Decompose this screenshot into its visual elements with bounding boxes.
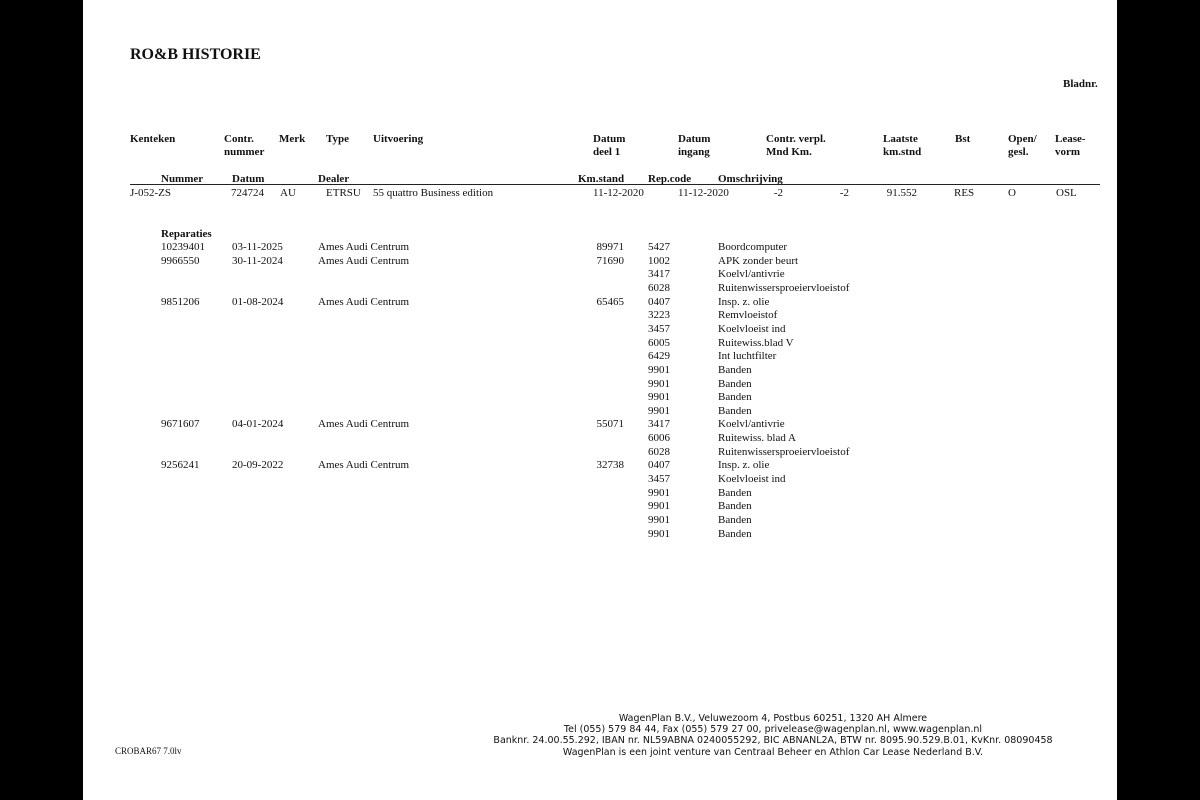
repair-code: 0407	[648, 296, 670, 308]
vehicle-kenteken: J-052-ZS	[130, 187, 171, 199]
repair-omschrijving: Boordcomputer	[718, 241, 788, 253]
header-contr-nummer: Contr.	[224, 133, 254, 145]
vehicle-open: O	[1008, 187, 1016, 199]
repair-omschrijving: Koelvloeist ind	[718, 323, 786, 335]
vehicle-merk: AU	[280, 187, 296, 199]
header-uitvoering: Uitvoering	[373, 133, 424, 145]
repair-omschrijving: Banden	[718, 528, 752, 540]
footer-line: Tel (055) 579 84 44, Fax (055) 579 27 00, privelease@wagenplan.nl, www.wagenplan.nl	[563, 724, 983, 736]
repair-omschrijving: Remvloeistof	[718, 309, 778, 321]
header-datum-ingang: ingang	[678, 146, 710, 158]
document-page	[83, 0, 1117, 800]
repair-omschrijving: Banden	[718, 378, 752, 390]
header-type: Type	[326, 133, 350, 145]
repair-code: 3223	[648, 309, 670, 321]
repair-omschrijving: Banden	[718, 391, 752, 403]
repair-omschrijving: Banden	[718, 487, 752, 499]
subheader-omschrijving: Omschrijving	[718, 173, 783, 185]
footer-line: Banknr. 24.00.55.292, IBAN nr. NL59ABNA 0240055292, BIC ABNANL2A, BTW nr. 8095.90.529.B.01, KvKnr. 08090458	[493, 735, 1053, 747]
repair-code: 5427	[648, 241, 670, 253]
repair-nummer: 9966550	[161, 255, 200, 267]
repair-km: 55071	[596, 418, 624, 430]
repair-datum: 30-11-2024	[232, 255, 283, 267]
subheader-datum: Datum	[232, 173, 265, 185]
vehicle-uitvoering: 55 quattro Business edition	[373, 187, 494, 199]
repair-code: 1002	[648, 255, 670, 267]
header-kenteken: Kenteken	[130, 133, 176, 145]
repair-omschrijving: Ruitenwissersproeiervloeistof	[718, 282, 850, 294]
repair-code: 9901	[648, 487, 670, 499]
repair-omschrijving: Int luchtfilter	[718, 350, 777, 362]
header-contr-verpl: Mnd Km.	[766, 146, 812, 158]
repair-code: 9901	[648, 391, 670, 403]
repair-omschrijving: Banden	[718, 405, 752, 417]
repair-omschrijving: Ruitewiss.blad V	[718, 337, 794, 349]
footer-line: WagenPlan is een joint venture van Centraal Beheer en Athlon Car Lease Nederland B.V.	[562, 746, 984, 758]
repair-dealer: Ames Audi Centrum	[318, 255, 410, 267]
header-laatste-kmstnd: km.stnd	[883, 146, 922, 158]
header-open-gesl: gesl.	[1008, 146, 1029, 158]
repair-dealer: Ames Audi Centrum	[318, 296, 410, 308]
repair-km: 65465	[596, 296, 624, 308]
repair-omschrijving: Banden	[718, 500, 752, 512]
vehicle-lease: OSL	[1056, 187, 1077, 199]
reparaties-heading: Reparaties	[161, 228, 212, 240]
repair-nummer: 10239401	[161, 241, 205, 253]
header-merk: Merk	[279, 133, 306, 145]
header-datum-deel1: Datum	[593, 133, 626, 145]
repair-omschrijving: Koelvloeist ind	[718, 473, 786, 485]
repair-code: 6006	[648, 432, 670, 444]
header-lease-vorm: Lease-	[1055, 133, 1086, 145]
header-divider	[130, 184, 1100, 185]
repair-code: 9901	[648, 500, 670, 512]
repair-code: 3457	[648, 473, 670, 485]
repair-omschrijving: Banden	[718, 514, 752, 526]
header-datum-deel1: deel 1	[593, 146, 621, 158]
repair-code: 9901	[648, 364, 670, 376]
repair-code: 9901	[648, 514, 670, 526]
repair-omschrijving: Ruitenwissersproeiervloeistof	[718, 446, 850, 458]
subheader-nummer: Nummer	[161, 173, 204, 185]
repair-datum: 01-08-2024	[232, 296, 284, 308]
vehicle-type: ETRSU	[326, 187, 361, 199]
company-footer	[463, 713, 1083, 758]
repair-omschrijving: Koelvl/antivrie	[718, 418, 785, 430]
header-contr-verpl: Contr. verpl.	[766, 133, 826, 145]
repair-datum: 03-11-2025	[232, 241, 283, 253]
repair-nummer: 9256241	[161, 459, 200, 471]
subheader-km-stand: Km.stand	[578, 173, 625, 185]
repair-code: 0407	[648, 459, 670, 471]
footer-line: WagenPlan B.V., Veluwezoom 4, Postbus 60251, 1320 AH Almere	[618, 713, 928, 724]
report-code: CROBAR67 7.0lv	[115, 746, 182, 756]
bladnr-label: Bladnr.	[1063, 78, 1098, 90]
repair-code: 3457	[648, 323, 670, 335]
repair-dealer: Ames Audi Centrum	[318, 241, 410, 253]
header-bst: Bst	[955, 133, 971, 145]
repair-code: 9901	[648, 528, 670, 540]
repair-omschrijving: Insp. z. olie	[718, 459, 770, 471]
repair-code: 6028	[648, 282, 670, 294]
repair-code: 6429	[648, 350, 670, 362]
repair-omschrijving: Ruitewiss. blad A	[718, 432, 796, 444]
repair-code: 3417	[648, 418, 670, 430]
header-laatste-kmstnd: Laatste	[883, 133, 918, 145]
repair-omschrijving: APK zonder beurt	[718, 255, 799, 267]
repair-omschrijving: Banden	[718, 364, 752, 376]
vehicle-datum-deel1: 11-12-2020	[593, 187, 644, 199]
repair-km: 89971	[596, 241, 624, 253]
repair-code: 3417	[648, 268, 670, 280]
header-datum-ingang: Datum	[678, 133, 711, 145]
vehicle-bst: RES	[954, 187, 975, 199]
repair-dealer: Ames Audi Centrum	[318, 418, 410, 430]
header-contr-nummer: nummer	[224, 146, 265, 158]
header-lease-vorm: vorm	[1055, 146, 1081, 158]
repair-code: 6028	[648, 446, 670, 458]
vehicle-laatste-km: 91.552	[886, 187, 917, 199]
repair-nummer: 9671607	[161, 418, 200, 430]
page-title: RO&B HISTORIE	[130, 46, 261, 63]
header-open-gesl: Open/	[1008, 133, 1037, 145]
repair-omschrijving: Koelvl/antivrie	[718, 268, 785, 280]
repair-km: 71690	[596, 255, 624, 267]
repair-km: 32738	[596, 459, 624, 471]
vehicle-mnd: -2	[773, 187, 783, 199]
repair-datum: 20-09-2022	[232, 459, 284, 471]
repair-code: 9901	[648, 378, 670, 390]
repair-dealer: Ames Audi Centrum	[318, 459, 410, 471]
vehicle-datum-ingang: 11-12-2020	[678, 187, 729, 199]
vehicle-km: -2	[839, 187, 849, 199]
repair-code: 9901	[648, 405, 670, 417]
repair-omschrijving: Insp. z. olie	[718, 296, 770, 308]
repair-datum: 04-01-2024	[232, 418, 284, 430]
repair-nummer: 9851206	[161, 296, 200, 308]
subheader-rep-code: Rep.code	[648, 173, 692, 185]
subheader-dealer: Dealer	[318, 173, 350, 185]
repair-code: 6005	[648, 337, 670, 349]
vehicle-contract: 724724	[231, 187, 264, 199]
